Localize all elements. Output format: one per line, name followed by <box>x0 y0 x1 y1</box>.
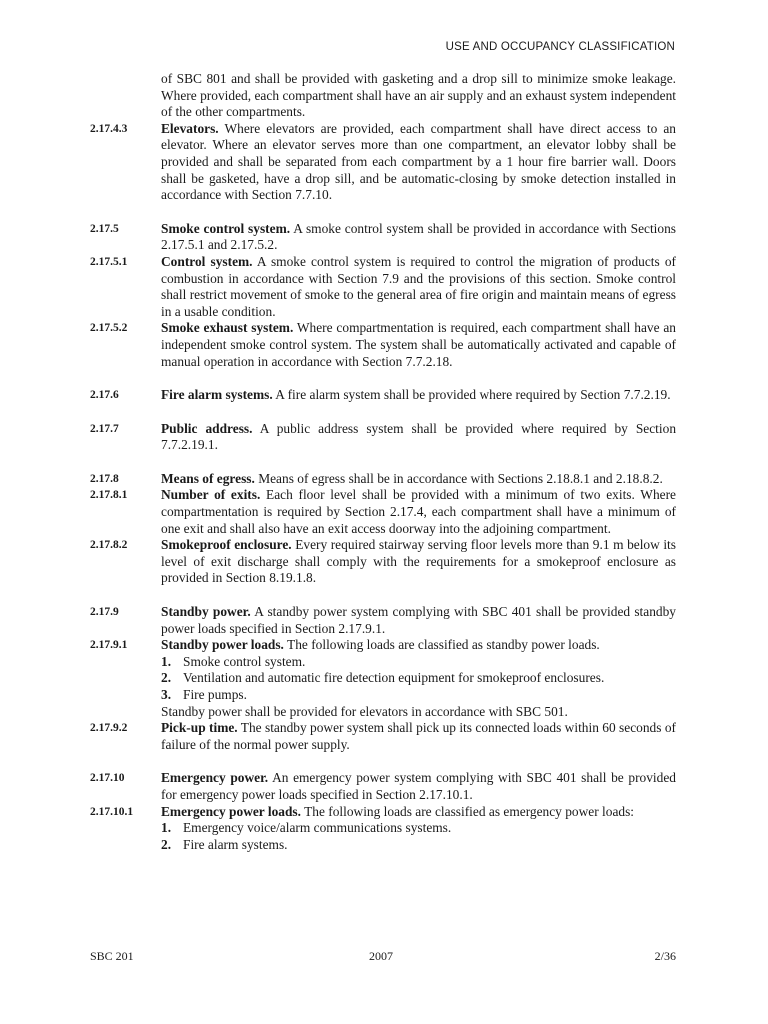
section-paragraph <box>161 720 676 753</box>
list-item-number: 2. <box>161 836 172 852</box>
section-number: 2.17.5.2 <box>90 322 128 335</box>
section-2-17-9-1 <box>90 637 676 720</box>
footer-page-number: 2/36 <box>654 949 676 963</box>
section-number: 2.17.8 <box>90 472 119 485</box>
section-text: Every required stairway serving floor levels more than 9.1 m below its level of exit discharge shall comply with the requirements for a smokeproof enclosure as provided in Section 8.19.1.8. <box>161 537 676 586</box>
section-paragraph <box>161 421 676 454</box>
section-number: 2.17.7 <box>90 422 119 435</box>
section-text: A public address system shall be provided where required by Section 7.7.2.19.1. <box>161 420 677 453</box>
section-2-17-9 <box>90 604 676 637</box>
section-title: Smoke exhaust system. <box>161 320 294 336</box>
section-paragraph <box>161 221 676 254</box>
section-2-17-7 <box>90 421 676 454</box>
section-text: A smoke control system shall be provided in accordance with Sections 2.17.5.1 and 2.17.5.2. <box>161 220 677 253</box>
list-item <box>161 687 676 704</box>
section-number: 2.17.4.3 <box>90 122 128 135</box>
section-paragraph <box>161 804 676 821</box>
section-note: Standby power shall be provided for elevators in accordance with SBC 501. <box>161 703 568 719</box>
section-text: The standby power system shall pick up its connected loads within 60 seconds of failure of the normal power supply. <box>161 720 676 752</box>
section-2-17-8 <box>90 471 676 488</box>
section-title: Emergency power loads. <box>161 803 301 819</box>
section-paragraph <box>161 387 676 404</box>
section-text: The following loads are classified as emergency power loads: <box>304 803 635 819</box>
section-title: Fire alarm systems. <box>161 387 273 403</box>
document-body <box>90 71 676 853</box>
list-item <box>161 654 676 671</box>
running-header: USE AND OCCUPANCY CLASSIFICATION <box>445 41 675 53</box>
section-number: 2.17.10 <box>90 772 125 785</box>
section-title: Smokeproof enclosure. <box>161 537 292 553</box>
list-item-number: 1. <box>161 653 172 669</box>
section-text: Means of egress shall be in accordance with Sections 2.18.8.1 and 2.18.8.2. <box>258 470 663 486</box>
section-continuation <box>90 71 676 121</box>
section-number: 2.17.9.1 <box>90 639 128 652</box>
section-text: Where compartmentation is required, each compartment shall have an independent smoke control system. The system shall be automatically activated and capable of manual operation in accordance with Section 7.7.2.18. <box>161 320 677 369</box>
section-paragraph <box>161 537 676 587</box>
section-text: Where elevators are provided, each compartment shall have direct access to an elevator. Where an elevator serves more than one compartment, an elevator lobby shall be provided and shall be separated from each compartment by a 1 hour fire barrier wall. Doors shall be gasketed, have a drop sill, and be automatic-closing by smoke detection installed in accordance with Section 7.7.10. <box>161 120 676 203</box>
list-item-number: 3. <box>161 687 172 702</box>
section-text: Each floor level shall be provided with a minimum of two exits. Where compartmentation is required by Section 2.17.4, each compartment shall have a minimum of one exit and shall also have an exit access doorway into the adjoining compartment. <box>161 487 676 536</box>
list-item-text: Emergency voice/alarm communications systems. <box>183 820 452 836</box>
section-title: Standby power loads. <box>161 637 284 653</box>
section-paragraph <box>161 254 676 320</box>
section-number: 2.17.8.2 <box>90 539 128 552</box>
section-paragraph <box>161 320 676 370</box>
list-item-number: 1. <box>161 820 172 836</box>
section-2-17-5 <box>90 221 676 254</box>
section-number: 2.17.5 <box>90 222 119 235</box>
section-2-17-5-1 <box>90 254 676 320</box>
section-title: Pick-up time. <box>161 720 238 736</box>
section-paragraph <box>161 770 676 803</box>
section-2-17-6 <box>90 387 676 404</box>
section-title: Elevators. <box>161 120 219 136</box>
section-paragraph <box>161 637 676 654</box>
section-title: Number of exits. <box>161 487 261 503</box>
section-text: A fire alarm system shall be provided where required by Section 7.7.2.19. <box>275 387 671 403</box>
footer-year: 2007 <box>369 949 393 963</box>
section-number: 2.17.6 <box>90 389 119 402</box>
section-title: Control system. <box>161 253 253 269</box>
section-text: A standby power system complying with SBC 401 shall be provided standby power loads specified in Section 2.17.9.1. <box>161 604 676 636</box>
footer-code: SBC 201 <box>90 949 134 963</box>
section-number: 2.17.10.1 <box>90 805 134 818</box>
section-paragraph <box>161 471 676 488</box>
page-footer <box>90 949 676 965</box>
list-item <box>161 670 676 687</box>
section-number: 2.17.8.1 <box>90 489 128 502</box>
section-title: Emergency power. <box>161 770 269 786</box>
section-paragraph <box>161 71 676 121</box>
list-item-text: Fire alarm systems. <box>183 836 288 852</box>
section-2-17-4-3 <box>90 121 676 204</box>
section-2-17-10-1 <box>90 804 676 854</box>
section-number: 2.17.9 <box>90 606 119 619</box>
section-text: An emergency power system complying with SBC 401 shall be provided for emergency power loads specified in Section 2.17.10.1. <box>161 770 676 802</box>
section-number: 2.17.9.2 <box>90 722 128 735</box>
list-item-text: Fire pumps. <box>183 687 247 702</box>
section-text: A smoke control system is required to control the migration of products of combustion in accordance with Section 7.9 and the provisions of this section. Smoke control shall restrict movement of smoke to the general area of fire origin and maintain means of egress in a usable condition. <box>161 253 676 319</box>
section-paragraph <box>161 604 676 637</box>
section-title: Means of egress. <box>161 470 255 486</box>
section-paragraph <box>161 121 676 204</box>
section-title: Public address. <box>161 420 253 436</box>
list-item <box>161 837 676 854</box>
list-item-text: Ventilation and automatic fire detection equipment for smokeproof enclosures. <box>183 670 605 686</box>
section-2-17-8-1 <box>90 487 676 537</box>
list-item-number: 2. <box>161 670 172 686</box>
section-number: 2.17.5.1 <box>90 255 128 268</box>
section-title: Standby power. <box>161 604 251 620</box>
list-item-text: Smoke control system. <box>183 653 306 669</box>
section-text: of SBC 801 and shall be provided with gasketing and a drop sill to minimize smoke leakage. Where provided, each compartment shall have an air supply and an exhaust system independent of the other compartments. <box>161 71 676 120</box>
section-2-17-5-2 <box>90 320 676 370</box>
list-item <box>161 820 676 837</box>
section-2-17-8-2 <box>90 537 676 587</box>
section-2-17-10 <box>90 770 676 803</box>
section-text: The following loads are classified as standby power loads. <box>287 637 600 653</box>
section-title: Smoke control system. <box>161 220 291 236</box>
section-paragraph <box>161 487 676 537</box>
section-2-17-9-2 <box>90 720 676 753</box>
